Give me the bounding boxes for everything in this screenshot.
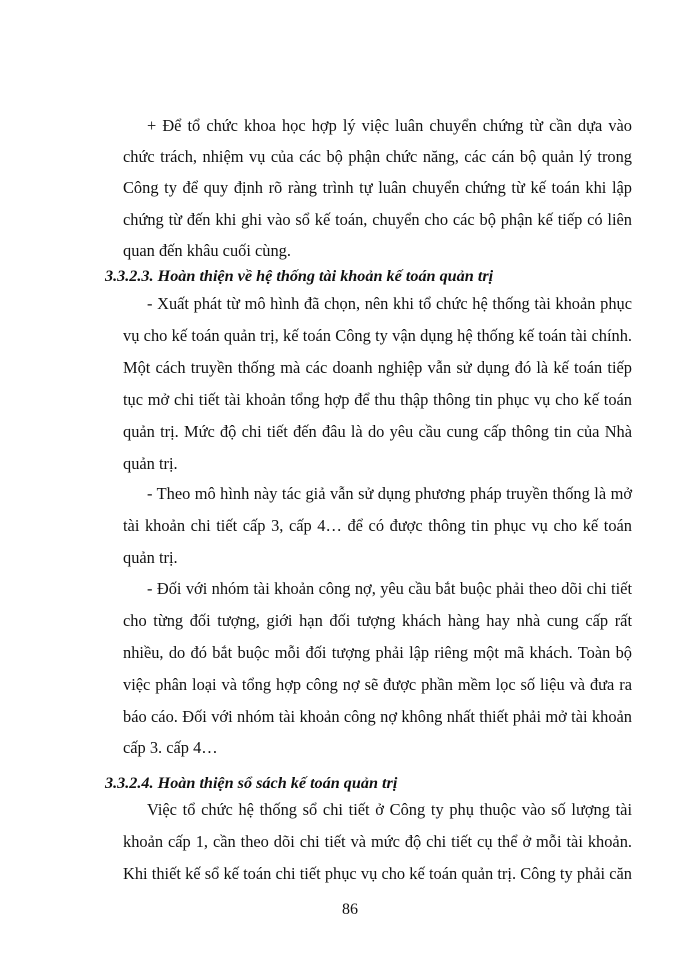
- paragraph-2-line-2: vụ cho kế toán quản trị, kế toán Công ty vận dụng hệ thống kế toán tài chính.: [123, 326, 632, 345]
- paragraph-2-line-4: tục mở chi tiết tài khoản tổng hợp để thu thập thông tin phục vụ cho kế toán: [123, 390, 632, 409]
- paragraph-4-line-2: cho từng đối tượng, giới hạn đối tượng khách hàng hay nhà cung cấp rất: [123, 611, 632, 630]
- paragraph-5-line-1: Việc tổ chức hệ thống sổ chi tiết ở Công ty phụ thuộc vào số lượng tài: [147, 800, 632, 819]
- paragraph-3-line-2: tài khoản chi tiết cấp 3, cấp 4… để có được thông tin phục vụ cho kế toán: [123, 516, 632, 535]
- paragraph-5-line-3: Khi thiết kế sổ kế toán chi tiết phục vụ cho kế toán quản trị. Công ty phải căn: [123, 864, 632, 883]
- paragraph-4-line-4: việc phân loại và tổng hợp công nợ sẽ được phần mềm lọc số liệu và đưa ra: [123, 675, 632, 694]
- paragraph-4-line-5: báo cáo. Đối với nhóm tài khoản công nợ không nhất thiết phải mở tài khoản: [123, 707, 632, 726]
- paragraph-2-line-6: quản trị.: [123, 454, 178, 473]
- paragraph-1-line-3: Công ty để quy định rõ ràng trình tự luân chuyển chứng từ kế toán khi lập: [123, 178, 632, 197]
- paragraph-4-line-3: nhiều, do đó bắt buộc mỗi đối tượng phải lập riêng một mã khách. Toàn bộ: [123, 643, 632, 662]
- paragraph-2-line-3: Một cách truyền thống mà các doanh nghiệp vẫn sử dụng đó là kế toán tiếp: [123, 358, 632, 377]
- section-heading-3-3-2-4: 3.3.2.4. Hoàn thiện sổ sách kế toán quản trị: [105, 774, 398, 792]
- page-number: 86: [342, 901, 358, 918]
- paragraph-1-line-4: chứng từ đến khi ghi vào sổ kế toán, chuyển cho các bộ phận kế tiếp có liên: [123, 210, 632, 229]
- paragraph-2-line-5: quản trị. Mức độ chi tiết đến đâu là do yêu cầu cung cấp thông tin của Nhà: [123, 422, 632, 441]
- paragraph-1-line-5: quan đến khâu cuối cùng.: [123, 241, 291, 260]
- paragraph-3-line-1: - Theo mô hình này tác giả vẫn sử dụng phương pháp truyền thống là mở: [147, 484, 632, 503]
- paragraph-4-line-6: cấp 3. cấp 4…: [123, 738, 218, 757]
- paragraph-2-line-1: - Xuất phát từ mô hình đã chọn, nên khi tổ chức hệ thống tài khoản phục: [147, 294, 632, 313]
- paragraph-1-line-1: + Để tổ chức khoa học hợp lý việc luân chuyển chứng từ cần dựa vào: [147, 116, 632, 135]
- paragraph-5-line-2: khoản cấp 1, cần theo dõi chi tiết và mức độ chi tiết cụ thể ở mỗi tài khoản.: [123, 832, 632, 851]
- paragraph-3-line-3: quản trị.: [123, 548, 178, 567]
- section-heading-3-3-2-3: 3.3.2.3. Hoàn thiện về hệ thống tài khoản kế toán quản trị: [105, 267, 494, 285]
- paragraph-1-line-2: chức trách, nhiệm vụ của các bộ phận chức năng, các cán bộ quản lý trong: [123, 147, 632, 166]
- paragraph-4-line-1: - Đối với nhóm tài khoản công nợ, yêu cầu bắt buộc phải theo dõi chi tiết: [147, 579, 632, 598]
